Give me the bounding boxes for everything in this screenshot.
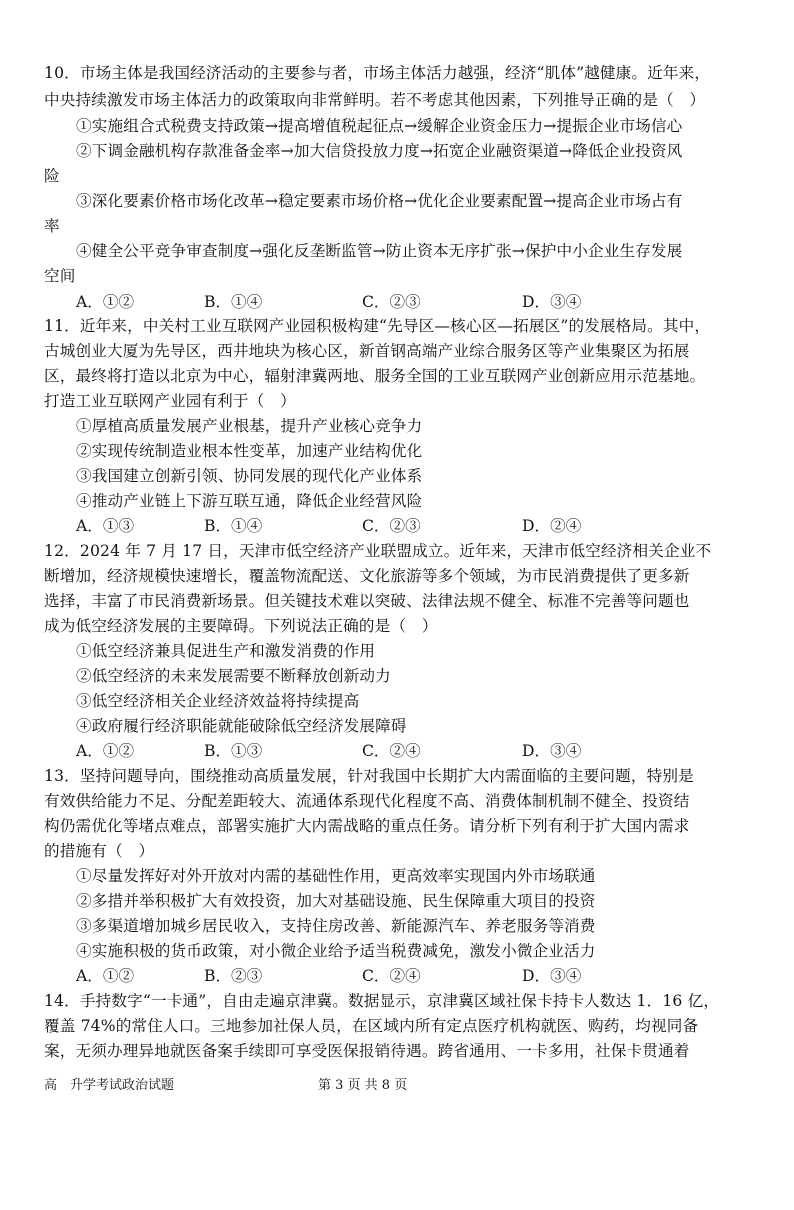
statement-4-continued: 空间: [44, 267, 76, 285]
option-d[interactable]: D．③④: [522, 742, 582, 760]
statement-3: ③深化要素价格市场化改革→稳定要素市场价格→优化企业要素配置→提高企业市场占有: [76, 192, 683, 210]
statement-3: ③多渠道增加城乡居民收入，支持住房改善、新能源汽车、养老服务等消费: [76, 917, 596, 935]
option-b[interactable]: B．①④: [204, 517, 263, 535]
statement-3: ③低空经济相关企业经济效益将持续提高: [76, 692, 360, 710]
option-c[interactable]: C．②③: [362, 293, 421, 311]
statement-2: ②低空经济的未来发展需要不断释放创新动力: [76, 667, 391, 685]
question-stem-line: 区，最终将打造以北京为中心，辐射津冀两地、服务全国的工业互联网产业创新应用示范基地。: [44, 367, 706, 385]
question-stem-line: 的措施有（ ）: [44, 842, 155, 860]
option-d[interactable]: D．②④: [522, 517, 582, 535]
option-d[interactable]: D．③④: [522, 293, 582, 311]
question-stem-line: 中央持续激发市场主体活力的政策取向非常鲜明。若不考虑其他因素，下列推导正确的是（ ）: [44, 91, 706, 109]
statement-4: ④健全公平竞争审查制度→强化反垄断监管→防止资本无序扩张→保护中小企业生存发展: [76, 242, 683, 260]
option-b[interactable]: B．①③: [204, 742, 263, 760]
statement-3: ③我国建立创新引领、协同发展的现代化产业体系: [76, 467, 423, 485]
question-stem-line: 断增加，经济规模快速增长，覆盖物流配送、文化旅游等多个领域，为市民消费提供了更多新: [44, 567, 690, 585]
statement-1: ①低空经济兼具促进生产和激发消费的作用: [76, 642, 376, 660]
option-c[interactable]: C．②④: [362, 742, 421, 760]
option-a[interactable]: A．①②: [76, 967, 135, 985]
statement-1: ①厚植高质量发展产业根基，提升产业核心竞争力: [76, 417, 423, 435]
question-stem-line: 有效供给能力不足、分配差距较大、流通体系现代化程度不高、消费体制机制不健全、投资结: [44, 792, 690, 810]
option-c[interactable]: C．②④: [362, 967, 421, 985]
question-stem-line: 14．手持数字“一卡通”，自由走遍京津冀。数据显示，京津冀区域社保卡持卡人数达 1．16 亿，: [44, 992, 720, 1010]
question-stem-line: 古城创业大厦为先导区，西井地块为核心区，新首钢高端产业综合服务区等产业集聚区为拓展: [44, 342, 690, 360]
statement-4: ④推动产业链上下游互联互通，降低企业经营风险: [76, 492, 423, 510]
option-a[interactable]: A．①②: [76, 742, 135, 760]
question-stem-line: 构仍需优化等堵点难点，部署实施扩大内需战略的重点任务。请分析下列有利于扩大国内需求: [44, 817, 690, 835]
question-stem-line: 选择，丰富了市民消费新场景。但关键技术难以突破、法律法规不健全、标准不完善等问题也: [44, 592, 690, 610]
statement-1: ①实施组合式税费支持政策→提高增值税起征点→缓解企业资金压力→提振企业市场信心: [76, 117, 683, 135]
statement-3-continued: 率: [44, 217, 60, 235]
question-stem-line: 12．2024 年 7 月 17 日，天津市低空经济产业联盟成立。近年来，天津市低空经济相关企业不: [44, 542, 712, 560]
question-stem-line: 11．近年来，中关村工业互联网产业园积极构建“先导区—核心区—拓展区”的发展格局。其中，: [44, 317, 711, 335]
option-c[interactable]: C．②③: [362, 517, 421, 535]
statement-4: ④政府履行经济职能就能破除低空经济发展障碍: [76, 717, 407, 735]
question-stem-line: 打造工业互联网产业园有利于（ ）: [44, 392, 296, 410]
question-stem-line: 覆盖 74%的常住人口。三地参加社保人员，在区域内所有定点医疗机构就医、购药，均视同备: [44, 1017, 699, 1035]
question-stem-line: 案，无须办理异地就医备案手续即可享受医保报销待遇。跨省通用、一卡多用，社保卡贯通着: [44, 1042, 690, 1060]
statement-2: ②实现传统制造业根本性变革，加速产业结构优化: [76, 442, 423, 460]
option-b[interactable]: B．①④: [204, 293, 263, 311]
footer-page-number: 第 3 页 共 8 页: [318, 1078, 408, 1093]
option-a[interactable]: A．①③: [76, 517, 135, 535]
footer-exam-title: 高 升学考试政治试题: [44, 1078, 175, 1093]
question-stem-line: 13．坚持问题导向，围绕推动高质量发展，针对我国中长期扩大内需面临的主要问题，特别是: [44, 767, 694, 785]
option-b[interactable]: B．②③: [204, 967, 263, 985]
statement-2: ②下调金融机构存款准备金率→加大信贷投放力度→拓宽企业融资渠道→降低企业投资风: [76, 142, 683, 160]
statement-2-continued: 险: [44, 167, 60, 185]
question-stem-line: 成为低空经济发展的主要障碍。下列说法正确的是（ ）: [44, 617, 438, 635]
option-d[interactable]: D．③④: [522, 967, 582, 985]
statement-1: ①尽量发挥好对外开放对内需的基础性作用，更高效率实现国内外市场联通: [76, 867, 596, 885]
statement-2: ②多措并举积极扩大有效投资，加大对基础设施、民生保障重大项目的投资: [76, 892, 596, 910]
statement-4: ④实施积极的货币政策，对小微企业给予适当税费减免，激发小微企业活力: [76, 942, 596, 960]
option-a[interactable]: A．①②: [76, 293, 135, 311]
question-stem-line: 10．市场主体是我国经济活动的主要参与者，市场主体活力越强，经济“肌体”越健康。近年来，: [44, 64, 711, 82]
